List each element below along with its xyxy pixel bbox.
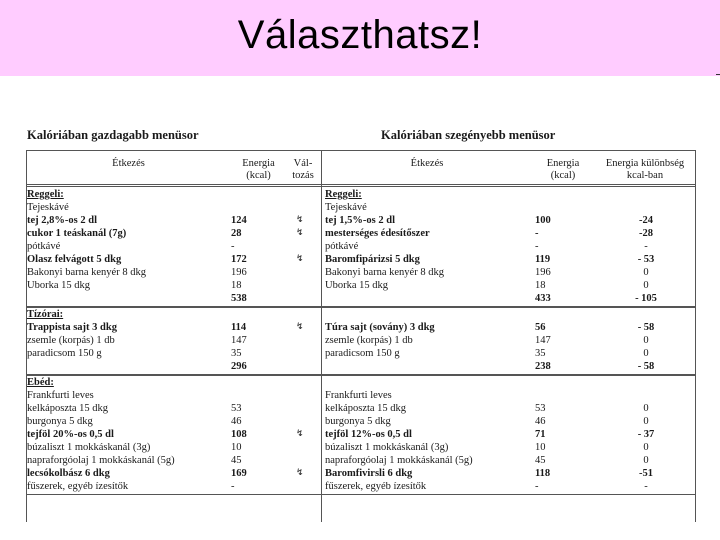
energy-difference-cell: - <box>644 241 648 252</box>
table-row <box>26 402 696 415</box>
left-energy-cell: 10 <box>231 442 242 453</box>
left-food-cell: paradicsom 150 g <box>27 348 102 359</box>
swap-arrow-icon: ↯ <box>296 215 304 225</box>
right-food-cell: zsemle (korpás) 1 db <box>325 335 413 346</box>
left-energy-cell: 53 <box>231 403 242 414</box>
energy-difference-cell: -51 <box>639 468 653 479</box>
right-food-cell: burgonya 5 dkg <box>325 416 391 427</box>
right-food-cell: Tejeskávé <box>325 202 367 213</box>
energy-difference-cell: 0 <box>643 267 649 278</box>
right-energy-cell: 147 <box>535 335 551 346</box>
right-energy-cell: 238 <box>535 361 551 372</box>
swap-arrow-icon: ↯ <box>296 429 304 439</box>
left-food-cell: Frankfurti leves <box>27 390 94 401</box>
table-row <box>26 428 696 441</box>
table-bottom-border <box>26 494 696 495</box>
header-bottom-border-double <box>26 186 696 187</box>
header-valtozas: Vál- tozás <box>292 158 314 181</box>
right-food-cell: napraforgóolaj 1 mokkáskanál (5g) <box>325 455 473 466</box>
left-food-cell: búzaliszt 1 mokkáskanál (3g) <box>27 442 151 453</box>
left-food-cell: tej 2,8%-os 2 dl <box>27 215 97 226</box>
energy-difference-cell: 0 <box>643 416 649 427</box>
right-energy-cell: 433 <box>535 293 551 304</box>
left-food-cell: Ebéd: <box>27 377 54 388</box>
header-energia-left: Energia (kcal) <box>242 158 275 181</box>
right-energy-cell: 10 <box>535 442 546 453</box>
table-row <box>26 389 696 402</box>
left-energy-cell: 114 <box>231 322 247 333</box>
section-divider-double <box>26 307 696 308</box>
right-energy-cell: - <box>535 481 539 492</box>
left-food-cell: burgonya 5 dkg <box>27 416 93 427</box>
table-row <box>26 279 696 292</box>
section-divider-double <box>26 375 696 376</box>
section-row <box>26 188 696 201</box>
energy-difference-cell: 0 <box>643 455 649 466</box>
table-row <box>26 227 696 240</box>
swap-arrow-icon: ↯ <box>296 322 304 332</box>
left-menu-title: Kalóriában gazdagabb menüsor <box>27 128 199 142</box>
energy-difference-cell: - 53 <box>637 254 655 265</box>
right-food-cell: pótkávé <box>325 241 359 252</box>
right-food-cell: kelkáposzta 15 dkg <box>325 403 407 414</box>
table-top-border <box>26 150 696 151</box>
energy-difference-cell: - <box>644 481 648 492</box>
left-energy-cell: 296 <box>231 361 247 372</box>
right-food-cell: Reggeli: <box>325 189 362 200</box>
left-energy-cell: 18 <box>231 280 242 291</box>
right-food-cell: Bakonyi barna kenyér 8 dkg <box>325 267 444 278</box>
swap-arrow-icon: ↯ <box>296 468 304 478</box>
left-food-cell: zsemle (korpás) 1 db <box>27 335 115 346</box>
right-food-cell: tej 1,5%-os 2 dl <box>325 215 395 226</box>
energy-difference-cell: -28 <box>639 228 653 239</box>
energy-difference-cell: - 105 <box>635 293 657 304</box>
table-row <box>26 454 696 467</box>
right-energy-cell: 196 <box>535 267 551 278</box>
energy-difference-cell: 0 <box>643 403 649 414</box>
table-row <box>26 201 696 214</box>
table-row <box>26 334 696 347</box>
left-food-cell: napraforgóolaj 1 mokkáskanál (5g) <box>27 455 175 466</box>
table-row <box>26 214 696 227</box>
left-food-cell: Trappista sajt 3 dkg <box>27 322 117 333</box>
total-row <box>26 292 696 305</box>
left-food-cell: cukor 1 teáskanál (7g) <box>27 228 127 239</box>
left-energy-cell: 46 <box>231 416 242 427</box>
left-energy-cell: 172 <box>231 254 247 265</box>
left-energy-cell: 35 <box>231 348 242 359</box>
right-energy-cell: 46 <box>535 416 546 427</box>
left-food-cell: fűszerek, egyéb ízesítők <box>27 481 129 492</box>
right-energy-cell: - <box>535 241 539 252</box>
right-energy-cell: 71 <box>535 429 546 440</box>
left-energy-cell: 124 <box>231 215 247 226</box>
left-energy-cell: 28 <box>231 228 242 239</box>
right-food-cell: tejföl 12%-os 0,5 dl <box>325 429 412 440</box>
left-food-cell: Tejeskávé <box>27 202 69 213</box>
table-row <box>26 253 696 266</box>
total-row <box>26 360 696 373</box>
right-energy-cell: 53 <box>535 403 546 414</box>
table-row <box>26 321 696 334</box>
right-energy-cell: 45 <box>535 455 546 466</box>
right-energy-cell: 35 <box>535 348 546 359</box>
left-energy-cell: - <box>231 481 235 492</box>
section-row <box>26 376 696 389</box>
right-energy-cell: 18 <box>535 280 546 291</box>
energy-difference-cell: 0 <box>643 348 649 359</box>
right-food-cell: Baromfipárizsi 5 dkg <box>325 254 420 265</box>
header-energia-right: Energia (kcal) <box>546 158 580 181</box>
table-row <box>26 467 696 480</box>
energy-difference-cell: 0 <box>643 335 649 346</box>
right-energy-cell: 119 <box>535 254 551 265</box>
left-food-cell: Reggeli: <box>27 189 64 200</box>
menu-comparison-table <box>26 122 696 522</box>
left-energy-cell: 538 <box>231 293 247 304</box>
slide-title: Választhatsz! <box>237 13 483 57</box>
table-row <box>26 240 696 253</box>
energy-difference-cell: -24 <box>639 215 653 226</box>
left-food-cell: tejföl 20%-os 0,5 dl <box>27 429 114 440</box>
left-energy-cell: - <box>231 241 235 252</box>
left-energy-cell: 169 <box>231 468 247 479</box>
table-row <box>26 441 696 454</box>
left-energy-cell: 196 <box>231 267 247 278</box>
header-energia-kulonbseg: Energia különbség kcal-ban <box>605 158 685 181</box>
right-food-cell: Baromfivirsli 6 dkg <box>325 468 413 479</box>
left-food-cell: Bakonyi barna kenyér 8 dkg <box>27 267 146 278</box>
right-food-cell: mesterséges édesítőszer <box>325 228 430 239</box>
right-food-cell: Frankfurti leves <box>325 390 392 401</box>
swap-arrow-icon: ↯ <box>296 228 304 238</box>
right-energy-cell: 100 <box>535 215 551 226</box>
energy-difference-cell: - 58 <box>637 361 655 372</box>
table-row <box>26 266 696 279</box>
energy-difference-cell: - 58 <box>637 322 655 333</box>
energy-difference-cell: 0 <box>643 442 649 453</box>
left-food-cell: lecsókolbász 6 dkg <box>27 468 110 479</box>
left-food-cell: Uborka 15 dkg <box>27 280 90 291</box>
right-food-cell: paradicsom 150 g <box>325 348 400 359</box>
left-energy-cell: 108 <box>231 429 247 440</box>
right-food-cell: Túra sajt (sovány) 3 dkg <box>325 322 435 333</box>
header-etkezes-left: Étkezés <box>112 158 145 169</box>
table-row <box>26 415 696 428</box>
swap-arrow-icon: ↯ <box>296 254 304 264</box>
energy-difference-cell: 0 <box>643 280 649 291</box>
table-row <box>26 480 696 493</box>
left-food-cell: Tízórai: <box>27 309 64 320</box>
section-row <box>26 308 696 321</box>
left-energy-cell: 45 <box>231 455 242 466</box>
title-divider-tick <box>716 74 720 75</box>
energy-difference-cell: - 37 <box>637 429 655 440</box>
left-food-cell: Olasz felvágott 5 dkg <box>27 254 122 265</box>
header-etkezes-right: Étkezés <box>410 158 444 169</box>
right-food-cell: Uborka 15 dkg <box>325 280 388 291</box>
right-food-cell: fűszerek, egyéb ízesítők <box>325 481 427 492</box>
table-row <box>26 347 696 360</box>
left-food-cell: pótkávé <box>27 241 61 252</box>
left-food-cell: kelkáposzta 15 dkg <box>27 403 109 414</box>
right-energy-cell: 118 <box>535 468 551 479</box>
right-menu-title: Kalóriában szegényebb menüsor <box>381 128 556 142</box>
right-food-cell: búzaliszt 1 mokkáskanál (3g) <box>325 442 449 453</box>
right-energy-cell: - <box>535 228 539 239</box>
left-energy-cell: 147 <box>231 335 247 346</box>
right-energy-cell: 56 <box>535 322 546 333</box>
